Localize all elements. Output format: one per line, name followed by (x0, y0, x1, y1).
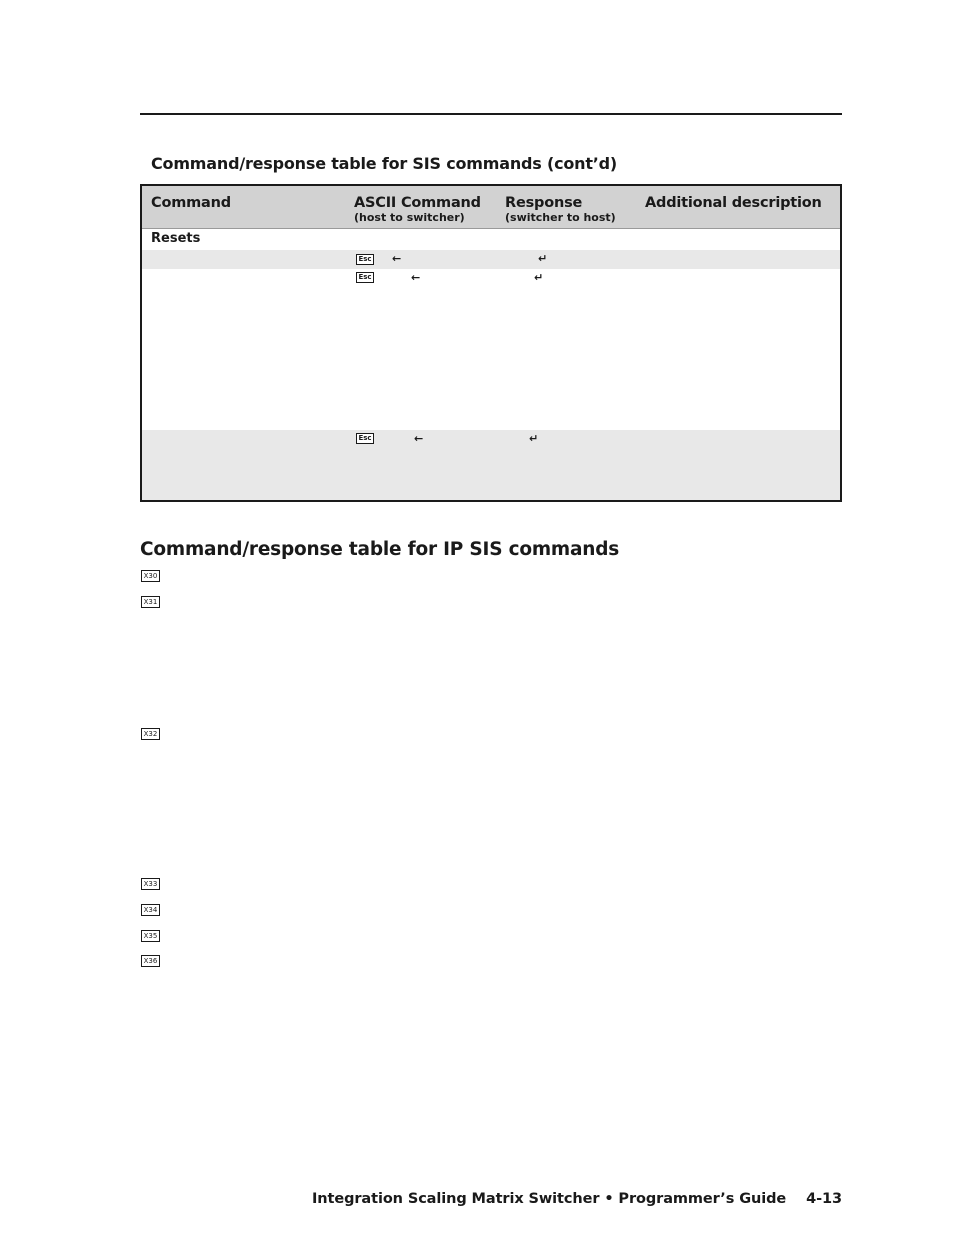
section-resets: Resets (151, 231, 201, 246)
return-icon: ↵ (538, 252, 548, 265)
variable-x36-icon: X36 (141, 955, 160, 967)
arrow-left-icon: ← (392, 252, 402, 265)
return-icon: ↵ (529, 432, 539, 445)
variable-x30-icon: X30 (141, 570, 160, 582)
table-row (142, 269, 840, 430)
guide-title: Integration Scaling Matrix Switcher • Programmer’s Guide (312, 1191, 787, 1207)
col-additional-description: Additional description (645, 195, 822, 211)
esc-key-icon: Esc (356, 433, 374, 444)
sis-table-title: Command/response table for SIS commands (cont’d) (151, 154, 618, 173)
esc-key-icon: Esc (356, 254, 374, 265)
variable-x33-icon: X33 (141, 878, 160, 890)
page-number: 4-13 (806, 1191, 842, 1207)
variable-x35-icon: X35 (141, 930, 160, 942)
variable-x34-icon: X34 (141, 904, 160, 916)
variable-x31-icon: X31 (141, 596, 160, 608)
arrow-left-icon: ← (414, 432, 424, 445)
col-command: Command (151, 195, 231, 211)
esc-key-icon: Esc (356, 272, 374, 283)
page-footer (312, 1191, 842, 1207)
return-icon: ↵ (534, 271, 544, 284)
col-ascii-command: ASCII Command (host to switcher) (354, 195, 481, 224)
variable-x32-icon: X32 (141, 728, 160, 740)
ip-sis-title: Command/response table for IP SIS commands (140, 539, 620, 560)
sis-command-table (140, 184, 842, 502)
col-response: Response (switcher to host) (505, 195, 616, 224)
arrow-left-icon: ← (411, 271, 421, 284)
table-header (142, 186, 840, 229)
top-rule (140, 113, 842, 115)
table-row (142, 250, 840, 269)
table-row (142, 430, 840, 500)
